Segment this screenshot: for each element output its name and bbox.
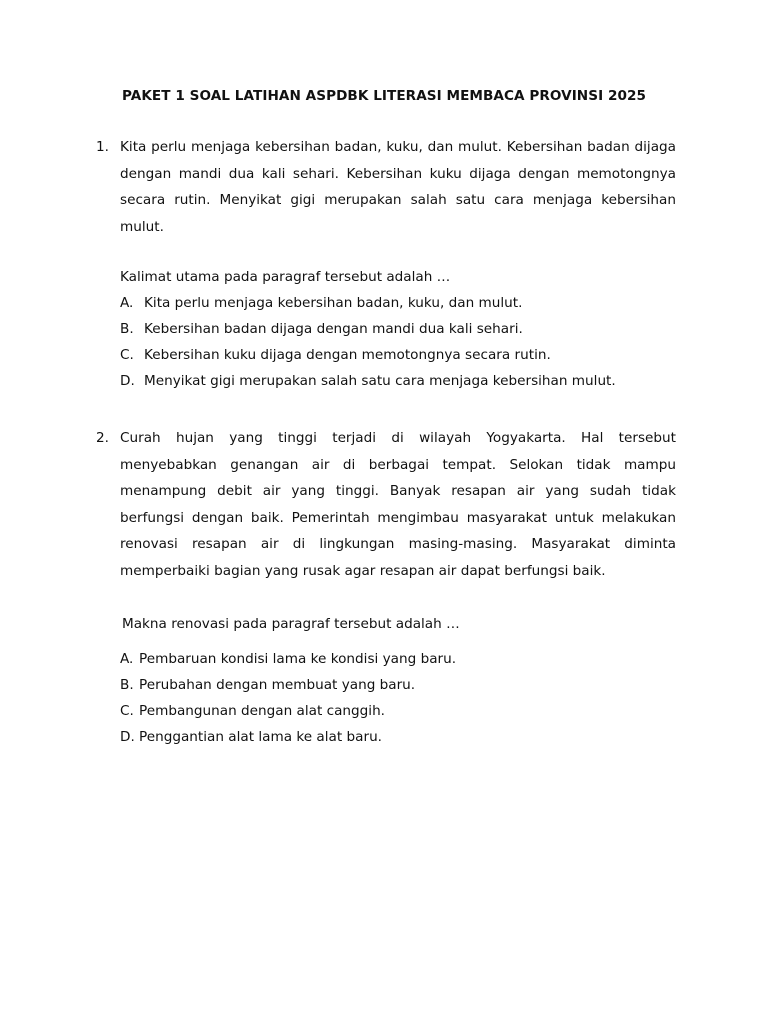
option-letter: D. bbox=[120, 373, 135, 389]
option-text: Kebersihan kuku dijaga dengan memotongnya secara rutin. bbox=[144, 347, 551, 363]
question-body bbox=[120, 425, 676, 750]
option-letter: C. bbox=[120, 703, 134, 719]
option-text: Penggantian alat lama ke alat baru. bbox=[139, 729, 383, 745]
question-prompt: Makna renovasi pada paragraf tersebut adalah … bbox=[122, 616, 460, 632]
question-body bbox=[120, 134, 676, 394]
answer-option-c bbox=[120, 698, 676, 724]
answer-option-b bbox=[120, 672, 676, 698]
question-paragraph: Kita perlu menjaga kebersihan badan, kuku, dan mulut. Kebersihan badan dijaga dengan mandi dua kali sehari. Kebersihan kuku dijaga dengan memotongnya secara rutin. Menyikat gigi merupakan salah satu cara menjaga kebersihan mulut. bbox=[120, 139, 676, 235]
answer-option-c bbox=[120, 342, 676, 368]
option-letter: B. bbox=[120, 321, 134, 337]
option-text: Kebersihan badan dijaga dengan mandi dua kali sehari. bbox=[144, 321, 523, 337]
document-title: PAKET 1 SOAL LATIHAN ASPDBK LITERASI MEMBACA PROVINSI 2025 bbox=[122, 88, 646, 104]
answer-option-a bbox=[120, 290, 676, 316]
answer-option-a bbox=[120, 646, 676, 672]
option-text: Perubahan dengan membuat yang baru. bbox=[139, 677, 416, 693]
option-letter: D. bbox=[120, 729, 135, 745]
option-letter: B. bbox=[120, 677, 134, 693]
question-prompt: Kalimat utama pada paragraf tersebut adalah … bbox=[120, 269, 451, 285]
option-letter: C. bbox=[120, 347, 134, 363]
option-text: Menyikat gigi merupakan salah satu cara menjaga kebersihan mulut. bbox=[144, 373, 616, 389]
question-2 bbox=[96, 425, 676, 750]
option-text: Pembaruan kondisi lama ke kondisi yang baru. bbox=[139, 651, 457, 667]
option-text: Kita perlu menjaga kebersihan badan, kuku, dan mulut. bbox=[144, 295, 523, 311]
answer-option-b bbox=[120, 316, 676, 342]
question-1 bbox=[96, 134, 676, 394]
question-number: 1. bbox=[96, 139, 109, 155]
option-text: Pembangunan dengan alat canggih. bbox=[139, 703, 386, 719]
question-paragraph: Curah hujan yang tinggi terjadi di wilayah Yogyakarta. Hal tersebut menyebabkan genangan air di berbagai tempat. Selokan tidak mampu menampung debit air yang tinggi. Banyak resapan air yang sudah tidak berfungsi dengan baik. Pemerintah mengimbau masyarakat untuk melakukan renovasi resapan air di lingkungan masing-masing. Masyarakat diminta memperbaiki bagian yang rusak agar resapan air dapat berfungsi baik. bbox=[120, 430, 676, 579]
option-letter: A. bbox=[120, 651, 134, 667]
answer-options bbox=[120, 290, 676, 394]
option-letter: A. bbox=[120, 295, 134, 311]
question-number: 2. bbox=[96, 430, 109, 446]
answer-options bbox=[120, 646, 676, 750]
answer-option-d bbox=[120, 724, 676, 750]
answer-option-d bbox=[120, 368, 676, 394]
